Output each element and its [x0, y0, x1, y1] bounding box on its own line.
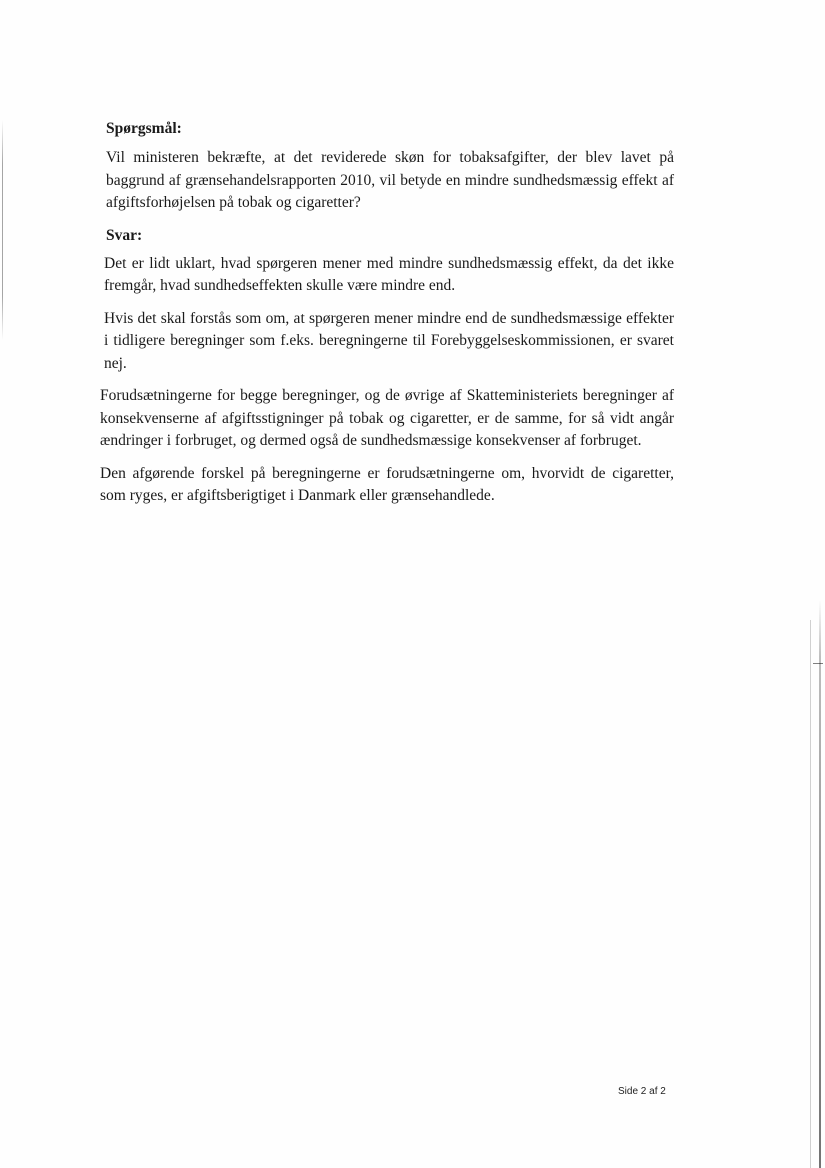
question-heading: Spørgsmål:	[106, 120, 182, 137]
answer-paragraph-3: Forudsætningerne for begge beregninger, og de øvrige af Skatteministeriets beregninger af konsekvenserne af afgiftsstigninger på tobak og cigaretter, er de samme, for så vidt angår ændringer i forbruget, og dermed også de sundhedsmæssige konsekvenser af forbruget.	[100, 387, 674, 449]
answer-paragraph-2: Hvis det skal forstås som om, at spørgeren mener mindre end de sundhedsmæssige effekter i tidligere beregninger som f.eks. beregningerne til Forebyggelseskommissionen, er svaret nej.	[104, 309, 674, 372]
scan-edge-right	[819, 600, 821, 1168]
scan-mark	[813, 663, 823, 664]
scan-edge-left	[2, 120, 3, 340]
answer-paragraph-1: Det er lidt uklart, hvad spørgeren mener med mindre sundhedsmæssig effekt, da det ikke fremgår, hvad sundhedseffekten skulle være mindre end.	[104, 254, 674, 294]
scan-edge-right-inner	[810, 620, 811, 1168]
answer-heading: Svar:	[106, 226, 143, 244]
document-body	[100, 118, 674, 518]
question-text: Vil ministeren bekræfte, at det reviderede skøn for tobaksafgifter, der blev lavet på baggrund af grænsehandelsrapporten 2010, vil betyde en mindre sundhedsmæssig effekt af afgiftsforhøjelsen på tobak og cigaretter?	[106, 149, 674, 211]
answer-paragraph-4: Den afgørende forskel på beregningerne er forudsætningerne om, hvorvidt de cigaretter, som ryges, er afgiftsberigtiget i Danmark eller grænsehandlede.	[100, 464, 674, 504]
page-number: Side 2 af 2	[618, 1086, 666, 1097]
